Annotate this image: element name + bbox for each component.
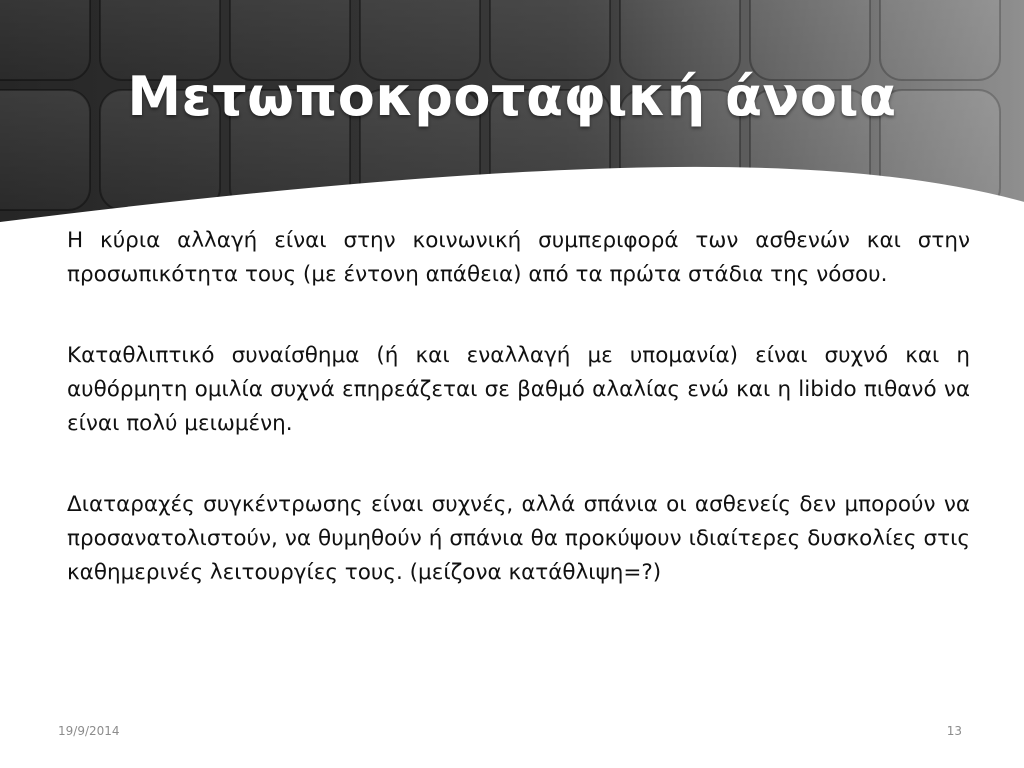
slide-body	[67, 224, 970, 637]
slide-title: Μετωποκροταφική άνοια	[127, 65, 897, 128]
slide-number: 13	[946, 724, 962, 738]
paragraph-1: Η κύρια αλλαγή είναι στην κοινωνική συμπεριφορά των ασθενών και στην προσωπικότητα τους (με έντονη απάθεια) από τα πρώτα στάδια της νόσου.	[67, 228, 970, 287]
paragraph-2: Καταθλιπτικό συναίσθημα (ή και εναλλαγή με υπομανία) είναι συχνό και η αυθόρμητη ομιλία συχνά επηρεάζεται σε βαθμό αλαλίας ενώ και η libido πιθανό να είναι πολύ μειωμένη.	[67, 343, 970, 436]
footer-date: 19/9/2014	[58, 724, 120, 738]
paragraph-3: Διαταραχές συγκέντρωσης είναι συχνές, αλλά σπάνια οι ασθενείς δεν μπορούν να προσανατολιστούν, να θυμηθούν ή σπάνια θα προκύψουν ιδιαίτερες δυσκολίες στις καθημερινές λειτουργίες τους. (μείζονα κατάθλιψη=?)	[67, 492, 970, 585]
